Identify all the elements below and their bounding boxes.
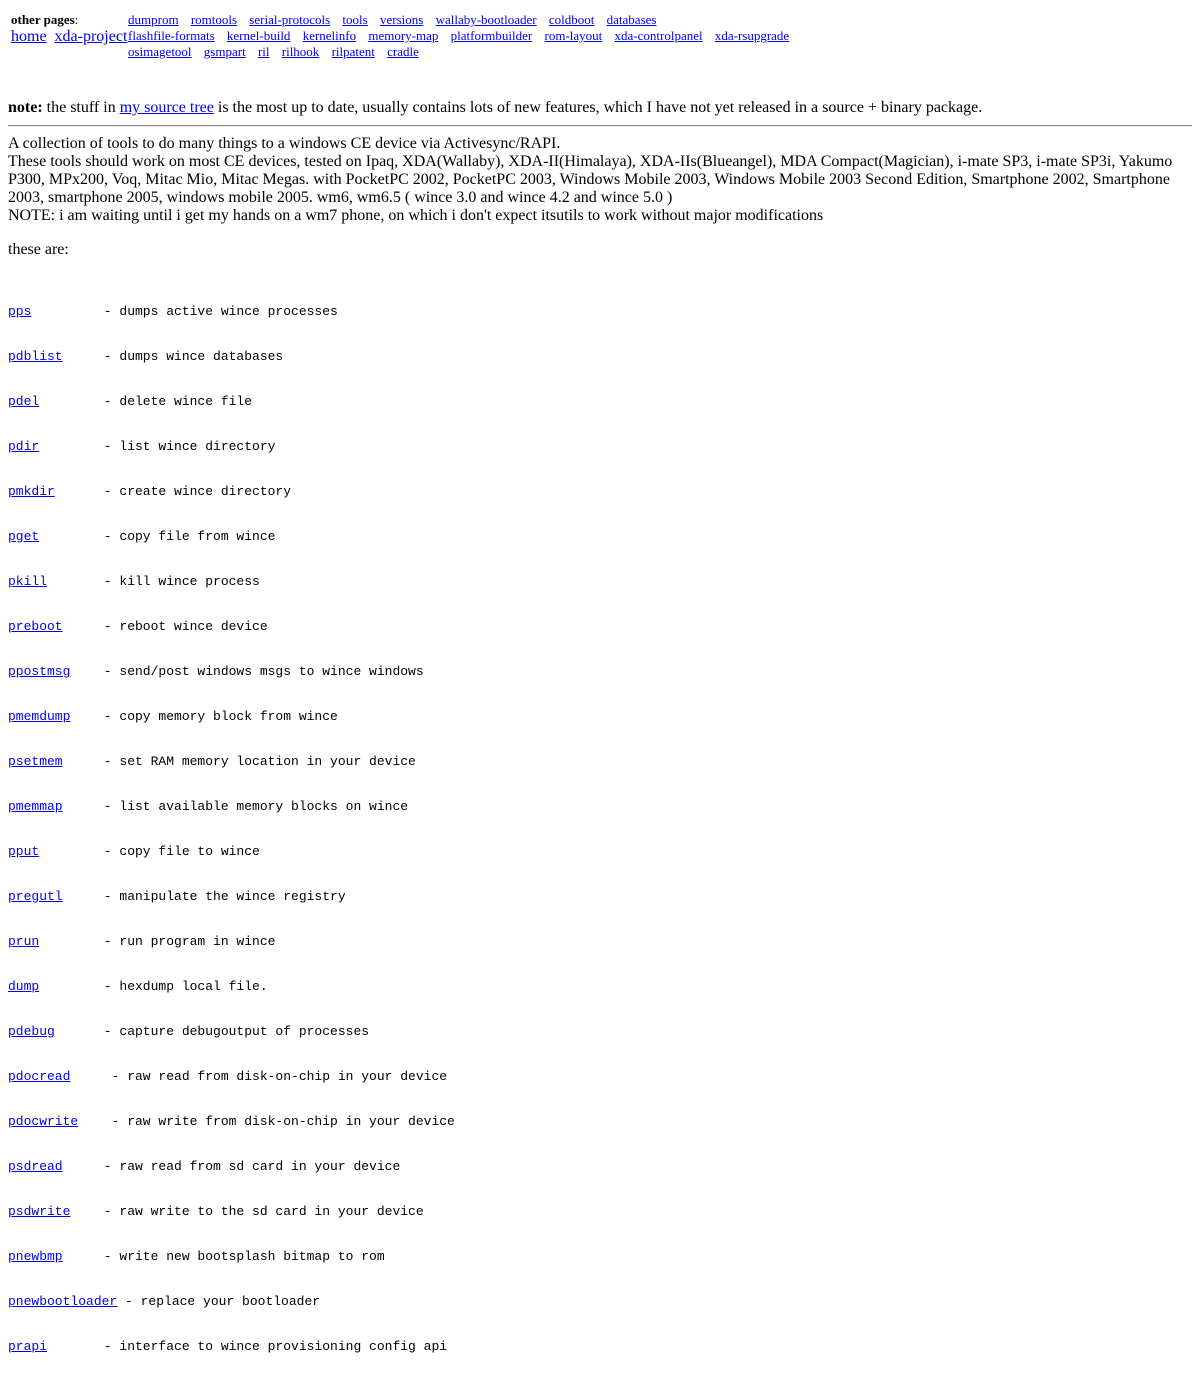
tool-row	[8, 1204, 455, 1219]
tool-row	[8, 349, 455, 364]
tool-row	[8, 394, 455, 409]
tool-row	[8, 709, 455, 724]
tool-desc: - write new bootsplash bitmap to rom	[96, 1249, 385, 1264]
tool-desc: - raw write from disk-on-chip in your device	[96, 1114, 455, 1129]
nav-link-romtools[interactable]: romtools	[190, 12, 238, 27]
intro-line-2: These tools should work on most CE devices, tested on Ipaq, XDA(Wallaby), XDA-II(Himalaya), XDA-IIs(Blueangel), MDA Compact(Magician), i-mate SP3, i-mate SP3i, Yakumo P300, MPx200, Voq, Mitac Mio, Mitac Megas. with PocketPC 2002, PocketPC 2003, Windows Mobile 2003, Windows Mobile 2003 Second Edition, Smartphone 2002, Smartphone 2003, smartphone 2005, windows mobile 2005. wm6, wm6.5 ( wince 3.0 and wince 4.2 and wince 5.0 )	[8, 153, 1173, 206]
tool-link-pmemmap[interactable]: pmemmap	[8, 799, 63, 814]
other-pages-text: other pages	[11, 12, 75, 27]
source-tree-link[interactable]: my source tree	[119, 99, 214, 116]
source-tree-note	[8, 99, 1192, 117]
tool-row	[8, 934, 455, 949]
tool-row	[8, 1024, 455, 1039]
nav-link-rilhook[interactable]: rilhook	[281, 44, 320, 59]
tool-desc: - set RAM memory location in your device	[96, 754, 416, 769]
tool-row	[8, 1249, 455, 1264]
tool-row	[8, 304, 455, 319]
nav-link-kernel-build[interactable]: kernel-build	[226, 28, 291, 43]
tool-row	[8, 844, 455, 859]
tool-desc: - copy memory block from wince	[96, 709, 338, 724]
tool-row	[8, 1294, 455, 1309]
tool-link-pdocwrite[interactable]: pdocwrite	[8, 1114, 79, 1129]
tool-link-prapi[interactable]: prapi	[8, 1339, 48, 1354]
tool-link-pps[interactable]: pps	[8, 304, 32, 319]
tool-row	[8, 664, 455, 679]
tool-link-pkill[interactable]: pkill	[8, 574, 48, 589]
tool-desc: - replace your bootloader	[117, 1294, 321, 1309]
tool-desc: - hexdump local file.	[96, 979, 268, 994]
tool-desc: - list wince directory	[96, 439, 276, 454]
tool-link-preboot[interactable]: preboot	[8, 619, 63, 634]
tool-desc: - create wince directory	[96, 484, 292, 499]
nav-link-xda-rsupgrade[interactable]: xda-rsupgrade	[714, 28, 790, 43]
tool-link-ppostmsg[interactable]: ppostmsg	[8, 664, 71, 679]
nav-link-coldboot[interactable]: coldboot	[548, 12, 595, 27]
intro-line-1: A collection of tools to do many things to a windows CE device via Activesync/RAPI.	[8, 135, 561, 152]
tool-row	[8, 1339, 455, 1354]
nav-link-databases[interactable]: databases	[606, 12, 657, 27]
nav-link-rilpatent[interactable]: rilpatent	[331, 44, 375, 59]
tool-link-pmkdir[interactable]: pmkdir	[8, 484, 55, 499]
tool-link-pdebug[interactable]: pdebug	[8, 1024, 55, 1039]
tool-desc: - manipulate the wince registry	[96, 889, 346, 904]
xda-project-link[interactable]: xda-project	[54, 28, 128, 45]
nav-row	[128, 44, 818, 60]
nav-link-cradle[interactable]: cradle	[387, 44, 419, 59]
note-label: note:	[8, 99, 43, 116]
nav-link-rom-layout[interactable]: rom-layout	[544, 28, 603, 43]
nav-link-osimagetool[interactable]: osimagetool	[128, 44, 192, 59]
tool-link-pmemdump[interactable]: pmemdump	[8, 709, 71, 724]
nav-link-tools[interactable]: tools	[342, 12, 368, 27]
nav-link-wallaby-bootloader[interactable]: wallaby-bootloader	[435, 12, 537, 27]
tool-desc: - capture debugoutput of processes	[96, 1024, 370, 1039]
tool-link-prun[interactable]: prun	[8, 934, 40, 949]
note-text-after: is the most up to date, usually contains lots of new features, which I have not yet released in a source + binary package.	[217, 99, 983, 116]
tool-link-pdocread[interactable]: pdocread	[8, 1069, 71, 1084]
these-are-label: these are:	[8, 241, 69, 258]
tool-link-pdblist[interactable]: pdblist	[8, 349, 63, 364]
tool-row	[8, 1159, 455, 1174]
tool-desc: - list available memory blocks on wince	[96, 799, 409, 814]
tool-link-pnewbootloader[interactable]: pnewbootloader	[8, 1294, 118, 1309]
intro-text	[8, 135, 1192, 225]
home-link[interactable]: home	[11, 28, 47, 45]
tool-row	[8, 1114, 455, 1129]
nav-link-memory-map[interactable]: memory-map	[368, 28, 439, 43]
tool-desc: - copy file from wince	[96, 529, 276, 544]
tool-link-psetmem[interactable]: psetmem	[8, 754, 63, 769]
tool-row	[8, 799, 455, 814]
tool-link-pdir[interactable]: pdir	[8, 439, 40, 454]
nav-row	[128, 28, 818, 44]
tool-row	[8, 619, 455, 634]
tool-desc: - copy file to wince	[96, 844, 260, 859]
other-pages-label: other pages:	[11, 12, 79, 27]
nav-link-versions[interactable]: versions	[379, 12, 424, 27]
tool-row	[8, 754, 455, 769]
tool-desc: - delete wince file	[96, 394, 253, 409]
tool-link-pregutl[interactable]: pregutl	[8, 889, 63, 904]
nav-link-serial-protocols[interactable]: serial-protocols	[249, 12, 331, 27]
tool-desc: - raw read from sd card in your device	[96, 1159, 401, 1174]
nav-link-xda-controlpanel[interactable]: xda-controlpanel	[614, 28, 703, 43]
tool-row	[8, 439, 455, 454]
nav-link-kernelinfo[interactable]: kernelinfo	[302, 28, 357, 43]
tool-row	[8, 484, 455, 499]
tool-row	[8, 889, 455, 904]
tool-link-pnewbmp[interactable]: pnewbmp	[8, 1249, 63, 1264]
tool-row	[8, 979, 455, 994]
tool-list	[8, 274, 455, 1384]
tool-link-psdwrite[interactable]: psdwrite	[8, 1204, 71, 1219]
tool-desc: - kill wince process	[96, 574, 260, 589]
nav-link-platformbuilder[interactable]: platformbuilder	[450, 28, 533, 43]
tool-link-psdread[interactable]: psdread	[8, 1159, 63, 1174]
nav-link-gsmpart[interactable]: gsmpart	[203, 44, 246, 59]
note-text-before: the stuff in	[46, 99, 116, 116]
nav-link-ril[interactable]: ril	[257, 44, 270, 59]
tool-row	[8, 1069, 455, 1084]
tool-link-pput[interactable]: pput	[8, 844, 40, 859]
tool-link-pget[interactable]: pget	[8, 529, 40, 544]
tool-link-pdel[interactable]: pdel	[8, 394, 40, 409]
home-links	[11, 28, 131, 46]
tool-desc: - send/post windows msgs to wince windows	[96, 664, 424, 679]
tool-desc: - run program in wince	[96, 934, 276, 949]
intro-line-3: NOTE: i am waiting until i get my hands on a wm7 phone, on which i don't expect itsutils to work without major modifications	[8, 207, 824, 224]
tool-row	[8, 574, 455, 589]
tool-row	[8, 529, 455, 544]
tool-desc: - reboot wince device	[96, 619, 268, 634]
tool-link-dump[interactable]: dump	[8, 979, 40, 994]
horizontal-rule	[8, 125, 1192, 127]
nav-links	[128, 12, 818, 60]
tool-desc: - raw read from disk-on-chip in your device	[96, 1069, 448, 1084]
nav-row	[128, 12, 818, 28]
tool-desc: - interface to wince provisioning config api	[96, 1339, 448, 1354]
tool-desc: - dumps active wince processes	[96, 304, 338, 319]
nav-link-dumprom[interactable]: dumprom	[128, 12, 179, 27]
tool-desc: - dumps wince databases	[96, 349, 284, 364]
tool-desc: - raw write to the sd card in your device	[96, 1204, 424, 1219]
nav-link-flashfile-formats[interactable]: flashfile-formats	[128, 28, 215, 43]
